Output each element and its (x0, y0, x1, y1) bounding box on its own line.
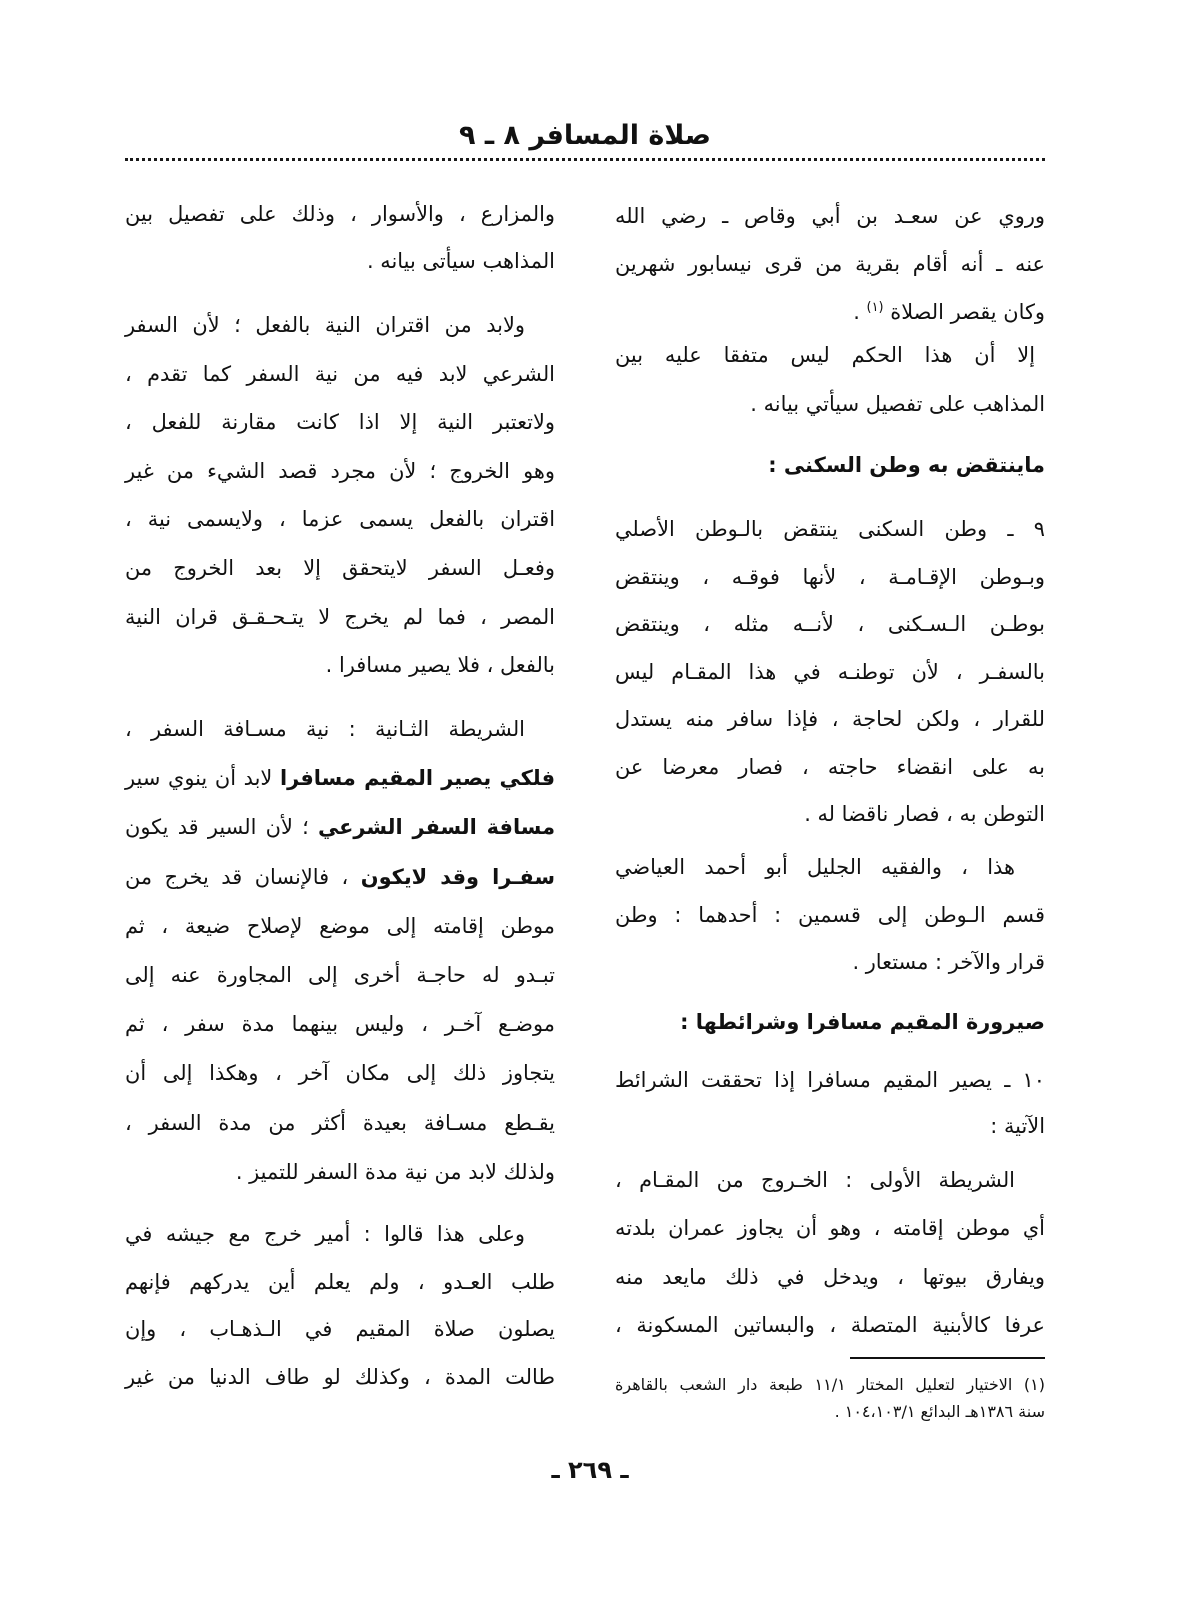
text-line: أي موطن إقامته ، وهو أن يجاوز عمران بلدته (615, 1216, 1045, 1241)
text-line: بوطـن الـسـكنى ، لأنــه مثله ، وينتقض (615, 612, 1045, 636)
text-line: والمزارع ، والأسوار ، وذلك على تفصيل بين (125, 202, 555, 226)
text-line: موطن إقامته إلى موضع لإصلاح ضيعة ، ثم (125, 913, 555, 938)
section-heading (615, 441, 1045, 489)
paragraph (615, 192, 1045, 336)
text-line: وفعـل السفر لايتحقق إلا بعد الخروج من (125, 555, 555, 580)
text-line: المصر ، فما لم يخرج لا يتـحـقـق قران النية (125, 604, 555, 629)
text-line: اقتران بالفعل يسمى عزما ، ولايسمى نية ، (125, 507, 555, 532)
text-line: الشريطة الثـانية : نية مسـافة السفر ، (125, 717, 525, 741)
text-line (615, 288, 1045, 336)
paragraph (615, 1156, 1045, 1349)
heading-text: ماينتقض به وطن السكنى : (768, 453, 1045, 477)
text-line: وروي عن سعـد بن أبي وقاص ـ رضي الله (615, 204, 1045, 228)
text-line: يقـطع مسـافة بعيدة أكثر من مدة السفر ، (125, 1110, 555, 1135)
text-line: وبـوطن الإقـامـة ، لأنها فوقـه ، وينتقض (615, 564, 1045, 589)
text-line: طالت المدة ، وكذلك لو طاف الدنيا من غير (125, 1365, 555, 1390)
paragraph (615, 331, 1045, 429)
page-number: ـ ٢٦٩ ـ (551, 1456, 629, 1484)
text-line: ولاتعتبر النية إلا اذا كانت مقارنة للفعل ، (125, 410, 555, 435)
text-line: قرار والآخر : مستعار . (852, 950, 1045, 974)
text-line: هذا ، والفقيه الجليل أبو أحمد العياضي (615, 855, 1015, 879)
text-run: ، فالإنسان قد يخرج من (125, 864, 361, 889)
text-line: بالسفـر ، لأن توطنـه في هذا المقـام ليس (615, 659, 1045, 684)
text-line: وعلى هذا قالوا : أمير خرج مع جيشه في (125, 1222, 525, 1246)
text-line: الآتية : (990, 1114, 1045, 1138)
bold-phrase: سفـرا وقد لايكون (360, 864, 555, 889)
text-line (125, 754, 555, 803)
right-column (615, 0, 1045, 1620)
text-line: يتجاوز ذلك إلى مكان آخر ، وهكذا إلى أن (125, 1061, 555, 1086)
text-line (125, 803, 555, 852)
heading-text: صيرورة المقيم مسافرا وشرائطها : (680, 1010, 1045, 1034)
footnote-line: (١) الاختيار لتعليل المختار ١١/١ طبعة دار الشعب بالقاهرة (615, 1375, 1045, 1394)
text-line: ١٠ ـ يصير المقيم مسافرا إذا تحققت الشرائط (615, 1068, 1045, 1092)
footnote-line: سنة ١٣٨٦هـ البدائع ١٠٤،١٠٣/١ . (834, 1402, 1045, 1421)
text-line: طلب العـدو ، ولم يعلم أين يدركهم فإنهم (125, 1269, 555, 1294)
footnote-rule (850, 1357, 1045, 1359)
text-run: لابد أن ينوي سير (125, 766, 280, 791)
bold-phrase: مسافة السفر الشرعي (317, 815, 555, 840)
running-header: صلاة المسافر ٨ ـ ٩ (459, 120, 711, 151)
text-line: للقرار ، ولكن لحاجة ، فإذا سافر منه يستدل (615, 707, 1045, 731)
text-line: بالفعل ، فلا يصير مسافرا . (325, 653, 555, 678)
paragraph (125, 705, 555, 1197)
text-line: ولذلك لابد من نية مدة السفر للتميز . (235, 1159, 555, 1184)
text-line: موضـع آخـر ، وليس بينهما مدة سفر ، ثم (125, 1012, 555, 1037)
section-heading (615, 998, 1045, 1046)
text-run: وكان يقصر الصلاة (890, 300, 1045, 324)
text-line: عنه ـ أنه أقام بقرية من قرى نيسابور شهرين (615, 252, 1045, 276)
text-line: ولابد من اقتران النية بالفعل ؛ لأن السفر (125, 313, 525, 337)
left-column (125, 0, 555, 1620)
paragraph (125, 301, 555, 690)
paragraph (125, 1211, 555, 1402)
footnote-ref: (١) (866, 300, 884, 316)
text-line: المذاهب على تفصيل سيأتي بيانه . (750, 392, 1045, 416)
text-line: ويفارق بيوتها ، ويدخل في ذلك مايعد منه (615, 1264, 1045, 1289)
paragraph (125, 191, 555, 285)
bold-phrase: فلكي يصير المقيم مسافرا (279, 766, 556, 791)
text-line: يصلون صلاة المقيم في الـذهـاب ، وإن (125, 1317, 555, 1342)
text-line: الشريطة الأولى : الخـروج من المقـام ، (615, 1168, 1015, 1192)
paragraph (615, 844, 1045, 987)
paragraph (615, 1057, 1045, 1149)
text-line: به على انقضاء حاجته ، فصار معرضا عن (615, 754, 1045, 779)
text-run: ؛ لأن السير قد يكون (125, 815, 318, 840)
footnote (615, 1371, 1045, 1425)
text-line: إلا أن هذا الحكم ليس متفقا عليه بين (615, 343, 1035, 367)
text-line: عرفا كالأبنية المتصلة ، والبساتين المسكونة ، (615, 1312, 1045, 1337)
text-line: المذاهب سيأتى بيانه . (366, 249, 555, 273)
text-line: قسم الـوطن إلى قسمين : أحدهما : وطن (615, 902, 1045, 927)
text-line: تبـدو له حاجـة أخرى إلى المجاورة عنه إلى (125, 962, 555, 987)
text-line (125, 853, 555, 902)
text-line: وهو الخروج ؛ لأن مجرد قصد الشيء من غير (125, 458, 555, 483)
text-run: . (853, 300, 860, 324)
text-line: الشرعي لابد فيه من نية السفر كما تقدم ، (125, 361, 555, 386)
text-line: ٩ ـ وطن السكنى ينتقض بالـوطن الأصلي (615, 517, 1045, 541)
text-line: التوطن به ، فصار ناقضا له . (804, 802, 1045, 826)
paragraph (615, 506, 1045, 839)
